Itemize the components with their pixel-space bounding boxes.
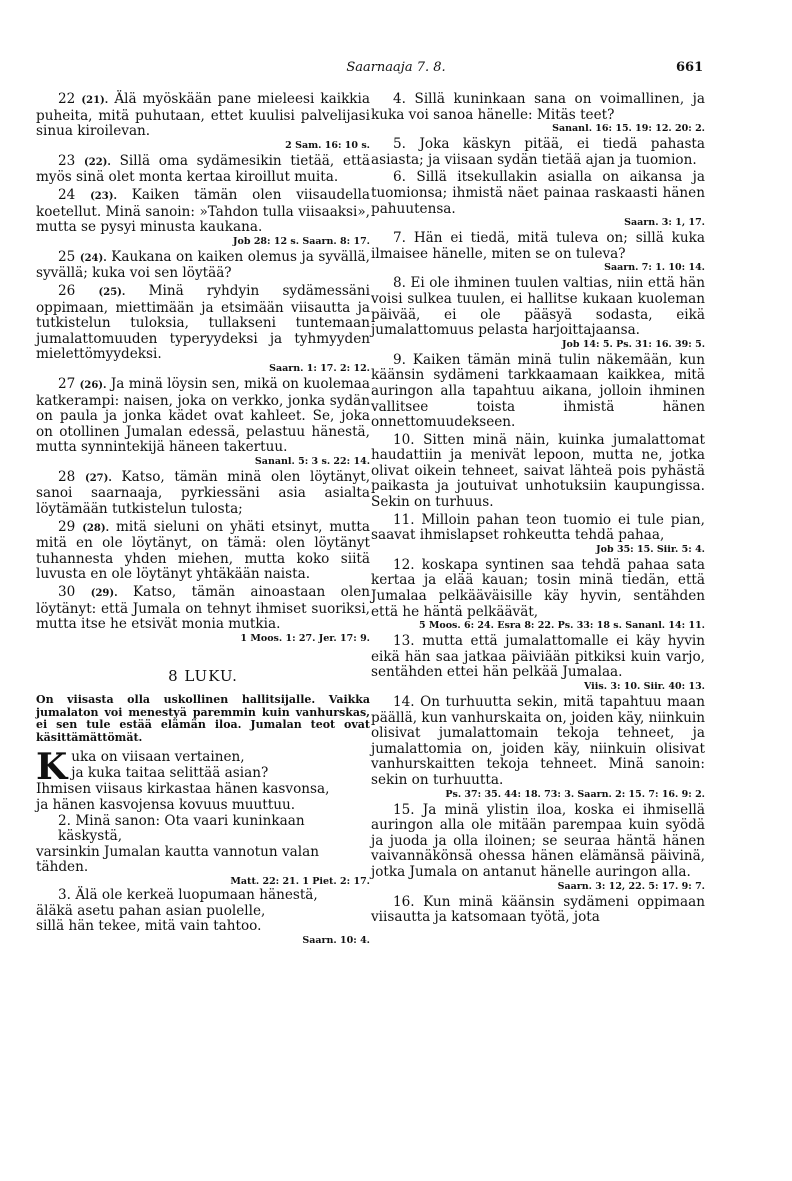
verse-15 xyxy=(371,803,705,893)
left-column xyxy=(36,92,370,947)
verse-number: 29 xyxy=(58,518,76,535)
verse-number: 22 xyxy=(58,91,76,107)
verse-text: Milloin pahan teon tuomio ei tule pian, saavat ihmislapset rohkeutta tehdä pahaa, xyxy=(371,511,705,544)
verse-text: Ei ole ihminen tuulen valtias, niin että hän voisi sulkea tuulen, ei hallitse kukaan kuoleman päivää, ei ole pääsyä sodasta, eikä jumalattomuus pelasta harjoittajaansa. xyxy=(371,275,705,339)
cross-reference: Ps. 37: 35. 44: 18. 73: 3. Saarn. 2: 15. 7: 16. 9: 2. xyxy=(445,788,705,800)
verse-30 xyxy=(36,585,370,645)
cross-reference: Sananl. 5: 3 s. 22: 14. xyxy=(254,455,370,467)
verse-text: Katso, tämän minä olen löytänyt, sanoi saarnaaja, pyrkiessäni asia asialta löytämään tutkistelun tulosta; xyxy=(36,468,371,518)
page-number: 661 xyxy=(676,60,704,75)
verse-text: Sillä kuninkaan sana on voimallinen, ja kuka voi sanoa hänelle: Mitäs teet? xyxy=(371,91,705,123)
verse-number: 13. xyxy=(393,633,415,650)
verse-number: 10. xyxy=(393,431,415,448)
running-title: Saarnaaja 7. 8. xyxy=(346,60,446,75)
verse-23 xyxy=(36,154,370,186)
verse-text: Hän ei tiedä, mitä tuleva on; sillä kuka ilmaisee hänelle, miten se on tuleva? xyxy=(371,230,705,262)
verse-6 xyxy=(371,170,705,229)
cross-reference: Job 28: 12 s. Saarn. 8: 17. xyxy=(233,235,370,247)
cross-reference: Sananl. 16: 15. 19: 12. 20: 2. xyxy=(552,123,705,135)
verse-text: Katso, tämän ainoastaan olen löytänyt: että Jumala on tehnyt ihmiset suoriksi, mutta itse he etsivät monia mutkia. xyxy=(36,584,371,633)
verse-text: Kun minä käänsin sydämeni oppimaan viisautta ja katsomaan työtä, jota xyxy=(371,893,705,926)
verse-text: mitä sieluni on yhäti etsinyt, mutta mitä en ole löytänyt, on tämä: olen löytänyt tuhannesta yhden miehen, mutta koko siitä luvusta en ole löytänyt yhtäkään naista. xyxy=(36,518,370,583)
alt-verse-number: (22). xyxy=(84,156,111,168)
alt-verse-number: (23). xyxy=(90,190,117,202)
verse-29 xyxy=(36,520,370,583)
chapter-summary: On viisasta olla uskollinen hallitsijalle. Vaikka jumalaton voi menestyä paremmin kuin vanhurskas, ei sen tule estää elämän iloa. Jumalan teot ovat käsittämättömät. xyxy=(36,693,370,744)
verse-number: 5. xyxy=(393,136,406,153)
poem-line: äläkä asetu pahan asian puolelle, xyxy=(36,902,266,919)
verse-10 xyxy=(371,433,705,511)
poem-line: sillä hän tekee, mitä vain tahtoo. xyxy=(36,918,262,935)
alt-verse-number: (26). xyxy=(79,379,107,391)
poem-line: varsinkin Jumalan kautta vannotun valan tähden. xyxy=(36,843,319,876)
cross-reference: Saarn. 10: 4. xyxy=(302,934,370,946)
drop-cap: K xyxy=(36,746,68,789)
verse-text: Älä myöskään pane mieleesi kaikkia puheita, mitä puhutaan, ettet kuulisi palvelijasi sinua kiroilevan. xyxy=(36,91,370,140)
alt-verse-number: (28). xyxy=(82,522,110,534)
verse-27 xyxy=(36,377,370,468)
verse-text: Ja minä ylistin iloa, koska ei ihmisellä auringon alla ole mitään parempaa kuin syödä ja juoda ja olla iloinen; se seuraa häntä hänen vaivannäkönsä ohessa hänen elämänsä päivinä, jotka Jumala on antanut hänelle auringon alla. xyxy=(371,801,705,880)
cross-reference: 2 Sam. 16: 10 s. xyxy=(285,139,370,151)
verse-text: koskapa syntinen saa tehdä pahaa sata kertaa ja elää kauan; tosin minä tiedän, että Jumalaa pelkääväisille käy hyvin, sentähden että he häntä pelkäävät, xyxy=(371,556,705,620)
verse-text: Ja minä löysin sen, mikä on kuolemaa katkerampi: naisen, joka on verkko, jonka sydän on paula ja jonka kädet ovat kahleet. Se, joka on otollinen Jumalan edessä, pelastuu hänestä, mutta synnintekijä häneen takertuu. xyxy=(36,375,370,456)
verse-text: Sillä oma sydämesikin tietää, että myös sinä olet monta kertaa kiroillut muita. xyxy=(36,152,370,186)
verse-number: 27 xyxy=(58,375,76,392)
alt-verse-number: (24). xyxy=(79,252,107,264)
cross-reference: Saarn. 7: 1. 10: 14. xyxy=(604,262,705,274)
verse-text: Joka käskyn pitää, ei tiedä pahasta asiasta; ja viisaan sydän tietää ajan ja tuomion. xyxy=(371,136,705,168)
alt-verse-number: (29). xyxy=(90,588,118,600)
cross-reference: Saarn. 3: 12, 22. 5: 17. 9: 7. xyxy=(557,880,705,892)
verse-9 xyxy=(371,353,705,431)
right-column xyxy=(371,92,705,928)
verse-8 xyxy=(371,276,705,350)
verse-number: 9. xyxy=(393,351,406,368)
verse-number: 16. xyxy=(393,893,415,910)
poem-line: Ihmisen viisaus kirkastaa hänen kasvonsa, xyxy=(36,781,330,798)
cross-reference: Saarn. 3: 1, 17. xyxy=(624,217,705,229)
verse-number: 4. xyxy=(393,91,406,107)
verse-number: 24 xyxy=(58,186,76,203)
verse-text: Sillä itsekullakin asialla on aikansa ja tuomionsa; ihmistä näet painaa raskaasti hänen pahuutensa. xyxy=(371,169,706,217)
verse-text: Kaukana on kaiken olemus ja syvällä, syvällä; kuka voi sen löytää? xyxy=(36,248,370,282)
verse-text: Kaiken tämän olen viisaudella koetellut. Minä sanoin: »Tahdon tulla viisaaksi», mutta se pysyi minusta kaukana. xyxy=(36,186,370,236)
verse-number: 15. xyxy=(393,801,415,818)
verse-number: 3. xyxy=(58,886,71,903)
poem-line xyxy=(36,888,370,904)
verse-number: 2. xyxy=(58,812,71,829)
verse-13 xyxy=(371,634,705,693)
verse-22 xyxy=(36,92,370,152)
verse-2 xyxy=(36,814,370,888)
verse-text: Älä ole kerkeä luopumaan hänestä, xyxy=(75,886,318,903)
cross-reference: Job 14: 5. Ps. 31: 16. 39: 5. xyxy=(562,338,705,350)
verse-number: 7. xyxy=(393,230,406,247)
verse-number: 12. xyxy=(393,556,415,573)
verse-number: 14. xyxy=(393,694,415,710)
poem-line: uka on viisaan vertainen, xyxy=(71,749,245,766)
page-header xyxy=(0,60,792,80)
verse-24 xyxy=(36,188,370,248)
verse-7 xyxy=(371,231,705,274)
cross-reference: 1 Moos. 1: 27. Jer. 17: 9. xyxy=(240,632,370,644)
verse-number: 8. xyxy=(393,275,406,292)
verse-text: mutta että jumalattomalle ei käy hyvin eikä hän saa jatkaa päiviään pitkiksi kuin varjo, sentähden ettei hän pelkää Jumalaa. xyxy=(371,633,705,681)
cross-reference: Job 35: 15. Siir. 5: 4. xyxy=(596,543,705,555)
verse-number: 23 xyxy=(58,152,76,169)
cross-reference: 5 Moos. 6: 24. Esra 8: 22. Ps. 33: 18 s. Sananl. 14: 11. xyxy=(418,620,705,632)
verse-number: 28 xyxy=(58,468,76,485)
verse-1 xyxy=(36,746,370,813)
alt-verse-number: (25). xyxy=(98,286,126,298)
verse-28 xyxy=(36,470,370,518)
poem-line xyxy=(36,814,370,845)
verse-text: On turhuutta sekin, mitä tapahtuu maan päällä, kun vanhurskaita on, joiden käy, niinkuin olisivat jumalattomain tekoja tehneet, ja jumalattomia on, joiden käy, niinkuin olisivat vanhurskaitten tekoja tehneet. Minä sanoin: sekin on turhuutta. xyxy=(371,694,705,788)
cross-reference: Saarn. 1: 17. 2: 12. xyxy=(269,362,370,374)
verse-text: Kaiken tämän minä tulin näkemään, kun käänsin sydämeni tarkkaamaan kaikkea, mitä auringon alla tapahtuu aikana, jolloin ihminen vallitsee toista ihmistä hänen onnettomuudekseen. xyxy=(371,351,705,431)
verse-16 xyxy=(371,895,705,926)
poem-line: ja hänen kasvojensa kovuus muuttuu. xyxy=(36,797,296,813)
verse-12 xyxy=(371,558,705,632)
alt-verse-number: (21). xyxy=(81,95,109,106)
verse-number: 11. xyxy=(393,511,415,528)
verse-3 xyxy=(36,888,370,947)
poem-line: ja kuka taitaa selittää asian? xyxy=(71,765,269,781)
verse-number: 25 xyxy=(58,248,76,265)
verse-number: 26 xyxy=(58,282,76,299)
verse-11 xyxy=(371,513,705,556)
cross-reference: Viis. 3: 10. Siir. 40: 13. xyxy=(583,681,705,692)
verse-text: Minä sanon: Ota vaari kuninkaan käskystä, xyxy=(58,812,305,845)
verse-5 xyxy=(371,137,705,168)
verse-text: Sitten minä näin, kuinka jumalattomat haudattiin ja menivät lepoon, mutta ne, jotka olivat oikein tehneet, saivat lähteä pois pyhästä paikasta ja joutuivat unhotuksiin kaupungissa. Sekin on turhuus. xyxy=(371,431,705,511)
verse-4 xyxy=(371,92,705,135)
verse-number: 6. xyxy=(393,169,406,186)
alt-verse-number: (27). xyxy=(84,472,112,484)
verse-25 xyxy=(36,250,370,282)
verse-26 xyxy=(36,284,370,375)
verse-text: Minä ryhdyin sydämessäni oppimaan, miettimään ja etsimään viisautta ja tutkistelun tuloksia, tullakseni tuntemaan jumalattomuuden typeryydeksi ja tyhmyyden mielettömyydeksi. xyxy=(36,282,371,363)
verse-14 xyxy=(371,695,705,801)
verse-number: 30 xyxy=(58,584,76,601)
cross-reference: Matt. 22: 21. 1 Piet. 2: 17. xyxy=(230,875,370,887)
chapter-heading: 8 LUKU. xyxy=(168,666,238,685)
